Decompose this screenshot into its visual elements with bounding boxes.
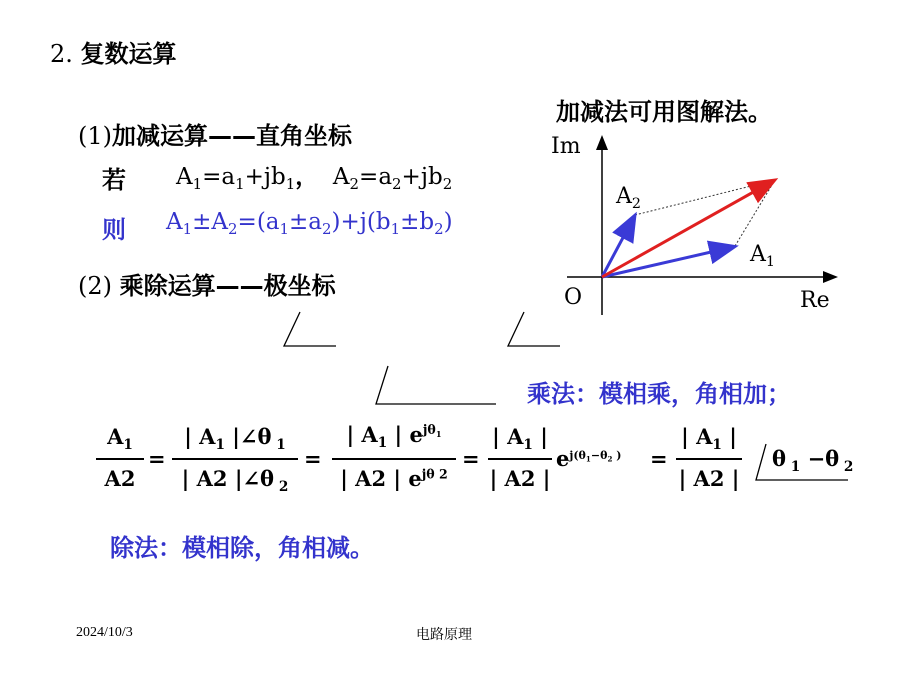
division-rule: 除法：模相除，角相减。 xyxy=(110,534,374,562)
dotted-line-a2 xyxy=(635,180,775,215)
footer-date: 2024/10/3 xyxy=(76,625,133,640)
vector-a1 xyxy=(602,247,733,277)
multiplication-rule: 乘法：模相乘，角相加； xyxy=(527,380,791,408)
footer-title: 电路原理 xyxy=(416,627,472,643)
then-formula: $A_1\pm A_2=(a_1\pm a_2)+j(b_1\pm b_2)$ xyxy=(166,209,453,239)
angle-symbol-3 xyxy=(372,362,502,408)
addsub-number: (1) xyxy=(78,122,112,150)
im-axis-label: Im xyxy=(551,134,581,159)
vector-a1-label: $A_1$ xyxy=(750,242,775,270)
muldiv-number: (2) xyxy=(78,272,112,300)
origin-label: O xyxy=(564,285,583,310)
muldiv-text: 乘除运算——极坐标 xyxy=(119,272,336,300)
if-formula: $A_1=a_1+jb_1$， $A_2=a_2+jb_2$ xyxy=(176,164,453,194)
section-title: 复数运算 xyxy=(80,40,177,68)
then-label: 则 xyxy=(102,216,126,244)
angle-symbol-1 xyxy=(280,306,340,350)
if-label: 若 xyxy=(102,166,126,194)
fraction-1: $A_1$ xyxy=(107,424,133,453)
section-number: 2. xyxy=(50,40,73,68)
section-heading xyxy=(50,34,177,69)
muldiv-title xyxy=(78,266,336,301)
graphic-method-note: 加减法可用图解法。 xyxy=(556,98,772,126)
addsub-title xyxy=(78,116,352,151)
addsub-text: 加减运算——直角坐标 xyxy=(112,122,352,150)
vector-a2-label: $A_2$ xyxy=(616,184,641,212)
re-axis-label: Re xyxy=(800,288,830,313)
